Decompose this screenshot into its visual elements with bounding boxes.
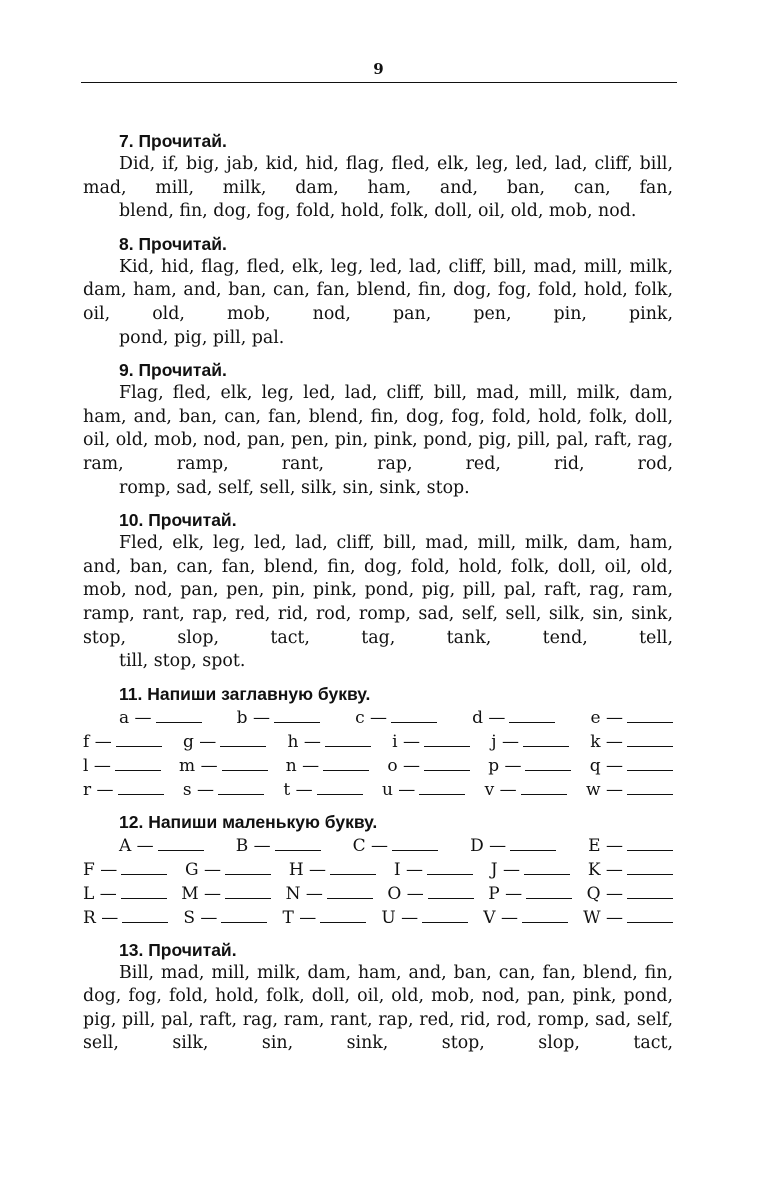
letter-prompt: T — xyxy=(282,907,317,928)
letter-prompt: r — xyxy=(83,779,114,800)
letter-prompt: M — xyxy=(181,883,222,904)
letter-prompt: O — xyxy=(387,883,424,904)
letter-prompt: J — xyxy=(490,859,521,880)
answer-blank[interactable] xyxy=(317,780,363,795)
text-line: Kid, hid, flag, fled, elk, leg, led, lad, cliff, bill, mad, xyxy=(119,256,578,277)
exercise-10 xyxy=(83,509,673,674)
exercise-7-text xyxy=(83,153,673,224)
answer-blank[interactable] xyxy=(627,708,673,723)
letter-prompt: j — xyxy=(491,731,519,752)
letter-prompt: q — xyxy=(589,755,623,776)
exercise-11 xyxy=(83,683,673,802)
letter-prompt: n — xyxy=(285,755,320,776)
text-line: pal, raft, rag, ram, ramp, rant, rap, red, rid, rod, romp, sad, xyxy=(83,580,673,624)
exercise-7 xyxy=(83,130,673,224)
letter-prompt: v — xyxy=(484,779,517,800)
answer-blank[interactable] xyxy=(627,756,673,771)
exercise-12-heading: 12. Напиши маленькую букву. xyxy=(119,811,378,832)
text-line: blend, fin, dog, fog, fold, hold, folk, doll, oil, old, mob, nod. xyxy=(119,201,637,222)
answer-blank[interactable] xyxy=(525,756,571,771)
exercise-11-letters xyxy=(83,706,673,802)
letter-prompt: d — xyxy=(472,707,506,728)
answer-blank[interactable] xyxy=(121,860,167,875)
letter-prompt: C — xyxy=(352,835,389,856)
letter-prompt: E — xyxy=(588,835,623,856)
letter-prompt: W — xyxy=(583,907,623,928)
answer-blank[interactable] xyxy=(330,860,376,875)
letter-prompt: K — xyxy=(587,859,623,880)
letter-prompt: f — xyxy=(83,731,112,752)
letter-prompt: w — xyxy=(586,779,623,800)
letter-row xyxy=(83,882,673,906)
answer-blank[interactable] xyxy=(320,908,366,923)
exercise-9-text xyxy=(83,382,673,500)
answer-blank[interactable] xyxy=(509,708,555,723)
answer-blank[interactable] xyxy=(218,780,264,795)
text-line: hold, folk, doll, oil, old, mob, nod, pan, pen, pin, pink, pond, xyxy=(83,406,673,451)
exercise-13-heading: 13. Прочитай. xyxy=(119,939,237,960)
exercise-9-heading: 9. Прочитай. xyxy=(119,360,227,381)
letter-prompt: V — xyxy=(483,907,518,928)
answer-blank[interactable] xyxy=(222,756,268,771)
answer-blank[interactable] xyxy=(156,708,202,723)
answer-blank[interactable] xyxy=(221,908,267,923)
letter-prompt: G — xyxy=(185,859,221,880)
answer-blank[interactable] xyxy=(225,884,271,899)
text-line: till, stop, spot. xyxy=(119,651,246,672)
text-line: blend, fin, dog, fog, fold, hold, folk, doll, oil, old, mob, nod, xyxy=(83,962,674,1007)
letter-prompt: H — xyxy=(288,859,327,880)
letter-prompt: S — xyxy=(183,907,218,928)
letter-prompt: a — xyxy=(119,707,152,728)
letter-prompt: m — xyxy=(179,755,218,776)
letter-prompt: b — xyxy=(236,707,270,728)
letter-prompt: D — xyxy=(470,835,507,856)
letter-prompt: s — xyxy=(182,779,215,800)
letter-prompt: l — xyxy=(83,755,111,776)
answer-blank[interactable] xyxy=(121,884,167,899)
answer-blank[interactable] xyxy=(627,732,673,747)
text-line: pig, pill, pal, raft, rag, ram, ramp, rant, rap, red, rid, rod, xyxy=(83,430,674,474)
answer-blank[interactable] xyxy=(422,908,468,923)
text-line: pond, pig, pill, pal. xyxy=(119,327,285,348)
answer-blank[interactable] xyxy=(325,732,371,747)
text-line: Fled, elk, leg, led, lad, cliff, bill, mad, mill, milk, dam, xyxy=(119,533,621,554)
answer-blank[interactable] xyxy=(424,732,470,747)
answer-blank[interactable] xyxy=(158,836,204,851)
answer-blank[interactable] xyxy=(627,884,673,899)
letter-prompt: B — xyxy=(235,835,271,856)
answer-blank[interactable] xyxy=(627,908,673,923)
letter-row xyxy=(83,834,673,858)
letter-prompt: g — xyxy=(182,731,217,752)
text-line: pan, pink, pond, pig, pill, pal, raft, rag, ram, rant, rap, red, xyxy=(83,986,673,1030)
answer-blank[interactable] xyxy=(220,732,266,747)
letter-prompt: N — xyxy=(285,883,323,904)
exercise-9 xyxy=(83,359,673,500)
answer-blank[interactable] xyxy=(419,780,465,795)
answer-blank[interactable] xyxy=(627,860,673,875)
letter-prompt: p — xyxy=(488,755,522,776)
exercise-10-text xyxy=(83,532,673,674)
letter-prompt: R — xyxy=(83,907,119,928)
text-line: Did, if, big, jab, kid, hid, flag, fled, elk, leg, led, lad, xyxy=(119,154,588,174)
answer-blank[interactable] xyxy=(428,884,474,899)
exercise-8-text xyxy=(83,256,673,350)
text-line: ham, and, ban, can, fan, blend, fin, dog, fold, hold, folk, xyxy=(83,533,673,577)
letter-row xyxy=(83,706,673,730)
page-content xyxy=(83,130,673,1065)
letter-prompt: t — xyxy=(283,779,313,800)
exercise-11-heading: 11. Напиши заглавную букву. xyxy=(119,683,371,704)
answer-blank[interactable] xyxy=(274,708,320,723)
text-line: Flag, fled, elk, leg, led, lad, cliff, bill, mad, mill, milk, xyxy=(119,383,621,404)
answer-blank[interactable] xyxy=(627,780,673,795)
letter-prompt: Q — xyxy=(586,883,623,904)
answer-blank[interactable] xyxy=(122,908,168,923)
answer-blank[interactable] xyxy=(225,860,271,875)
text-line: self, sell, silk, sin, sink, stop, slop, tact, tag, tank, tend, tell, xyxy=(83,603,674,648)
letter-prompt: L — xyxy=(83,883,117,904)
letter-row xyxy=(83,858,673,882)
letter-prompt: k — xyxy=(590,731,623,752)
letter-prompt: u — xyxy=(381,779,416,800)
letter-row xyxy=(83,754,673,778)
text-line: romp, sad, self, sell, silk, sin, sink, stop. xyxy=(119,477,470,498)
text-line: rid, rod, romp, sad, self, sell, silk, sin, sink, stop, slop, tact, xyxy=(83,1009,673,1054)
text-line: cliff, bill, mad, mill, milk, dam, ham, and, ban, can, fan, xyxy=(83,154,673,198)
answer-blank[interactable] xyxy=(524,860,570,875)
answer-blank[interactable] xyxy=(327,884,373,899)
letter-prompt: e — xyxy=(590,707,623,728)
letter-prompt: h — xyxy=(287,731,321,752)
letter-prompt: I — xyxy=(393,859,423,880)
answer-blank[interactable] xyxy=(627,836,673,851)
letter-prompt: c — xyxy=(355,707,387,728)
text-line: fog, fold, hold, folk, oil, old, mob, nod, pan, pen, pin, pink, xyxy=(83,280,673,324)
letter-row xyxy=(83,730,673,754)
letter-row xyxy=(83,778,673,802)
letter-prompt: P — xyxy=(488,883,523,904)
exercise-7-heading: 7. Прочитай. xyxy=(119,131,227,151)
answer-blank[interactable] xyxy=(510,836,556,851)
letter-prompt: U — xyxy=(381,907,419,928)
answer-blank[interactable] xyxy=(118,780,164,795)
answer-blank[interactable] xyxy=(427,860,473,875)
exercise-13-text xyxy=(83,962,673,1056)
answer-blank[interactable] xyxy=(521,780,567,795)
letter-prompt: A — xyxy=(119,835,154,856)
header-rule xyxy=(81,82,677,83)
exercise-12 xyxy=(83,811,673,930)
exercise-13 xyxy=(83,939,673,1056)
letter-prompt: F — xyxy=(83,859,118,880)
page-number: 9 xyxy=(373,60,384,78)
answer-blank[interactable] xyxy=(116,732,162,747)
text-line: dam, ham, and, ban, can, fan, blend, fin, dog, fog, fold, xyxy=(83,383,673,427)
text-line: Bill, mad, mill, milk, dam, ham, and, ban, can, fan, xyxy=(119,962,576,983)
exercise-12-letters xyxy=(83,834,673,930)
exercise-8-heading: 8. Прочитай. xyxy=(119,233,227,254)
answer-blank[interactable] xyxy=(526,884,572,899)
text-line: doll, oil, old, mob, nod, pan, pen, pin, pink, pond, pig, pill, xyxy=(83,556,674,601)
text-line: mill, milk, dam, ham, and, ban, can, fan, blend, fin, dog, xyxy=(83,256,673,301)
answer-blank[interactable] xyxy=(275,836,321,851)
answer-blank[interactable] xyxy=(424,756,470,771)
answer-blank[interactable] xyxy=(523,732,569,747)
answer-blank[interactable] xyxy=(392,836,438,851)
answer-blank[interactable] xyxy=(522,908,568,923)
exercise-10-heading: 10. Прочитай. xyxy=(119,510,237,531)
answer-blank[interactable] xyxy=(115,756,161,771)
answer-blank[interactable] xyxy=(391,708,437,723)
exercise-8 xyxy=(83,233,673,350)
letter-row xyxy=(83,906,673,930)
letter-prompt: o — xyxy=(387,755,420,776)
letter-prompt: i — xyxy=(392,731,420,752)
answer-blank[interactable] xyxy=(323,756,369,771)
